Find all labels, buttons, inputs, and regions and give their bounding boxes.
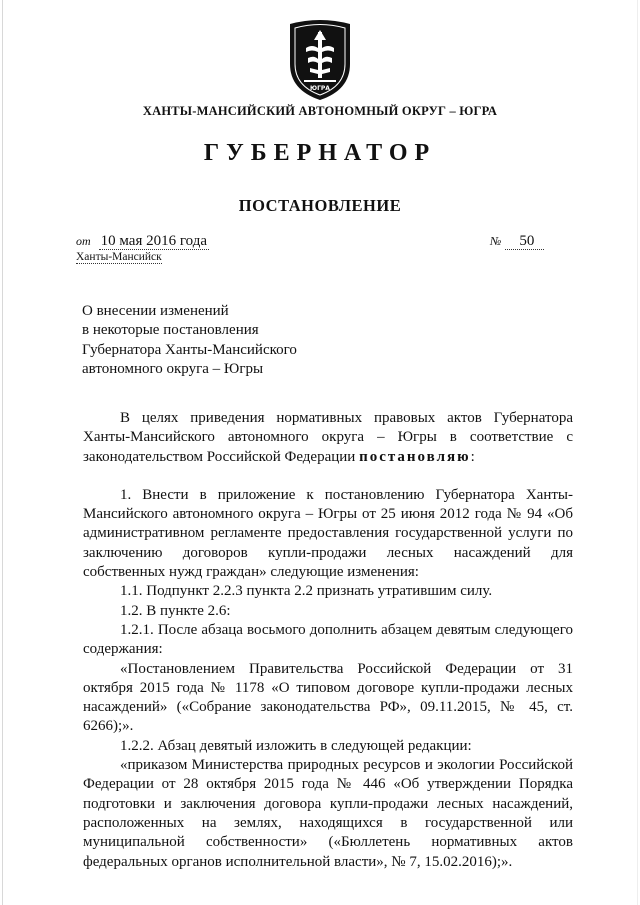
scan-edge [2,0,3,905]
number-value: 50 [505,233,544,250]
clause-1: 1. Внести в приложение к постановлению Губернатора Ханты-Мансийского автономного округа – Югры от 25 июня 2012 года № 94 «Об административном регламенте предоставления государственной услуги по заключению договоров купли-продажи лесных насаждений для собственных нужд граждан» следующие изменения: [83,486,573,581]
decree-date [76,233,209,250]
date-value: 10 мая 2016 года [100,233,208,249]
decree-body [83,409,573,872]
decree-number [490,233,544,250]
decree-city: Ханты-Мансийск [76,251,162,263]
clause-1-2-1: 1.2.1. После абзаца восьмого дополнить абзацем девятым следующего содержания: [83,621,573,658]
governor-heading: ГУБЕРНАТОР [203,140,437,166]
resolve-suffix: : [470,448,475,465]
date-prefix: от [76,234,91,248]
number-sign: № [490,234,502,248]
decree-type-heading: ПОСТАНОВЛЕНИЕ [238,196,402,215]
resolve-word: постановляю [359,448,471,465]
subject-line: в некоторые постановления [82,322,259,339]
clause-1-2-2: 1.2.2. Абзац девятый изложить в следующей редакции: [120,737,472,754]
subject-line: автономного округа – Югры [82,361,264,378]
khanty-mansi-coat-of-arms-icon [284,18,356,102]
preamble-paragraph [83,409,573,467]
scan-edge-right [637,0,638,905]
subject-line: Губернатора Ханты-Мансийского [82,341,297,358]
region-title: ХАНТЫ-МАНСИЙСКИЙ АВТОНОМНЫЙ ОКРУГ – ЮГРА [142,104,498,118]
subject-line: О внесении изменений [82,303,229,319]
emblem-text: ЮГРА [310,85,330,92]
clause-1-1: 1.1. Подпункт 2.2.3 пункта 2.2 признать утратившим силу. [120,583,493,600]
preamble-text: В целях приведения нормативных правовых актов Губернатора Ханты-Мансийского автономного округа – Югры в соответствие с законодательством Российской Федерации [83,410,573,465]
decree-subject [82,302,297,380]
quote-paragraph-1: «Постановлением Правительства Российской Федерации от 31 октября 2015 года № 1178 «О типовом договоре купли-продажи лесных насаждений» («Собрание законодательства РФ», 09.11.2015, № 45, ст. 6266);». [83,660,573,735]
quote-paragraph-2: «приказом Министерства природных ресурсов и экологии Российской Федерации от 28 октября 2015 года № 446 «Об утверждении Порядка подготовки и заключения договора купли-продажи лесных насаждений, расположенных на землях, находящихся в государственной или муниципальной собственности» («Бюллетень нормативных актов федеральных органов исполнительной власти», № 7, 15.02.2016);». [83,757,573,870]
clause-1-2: 1.2. В пункте 2.6: [120,602,231,619]
